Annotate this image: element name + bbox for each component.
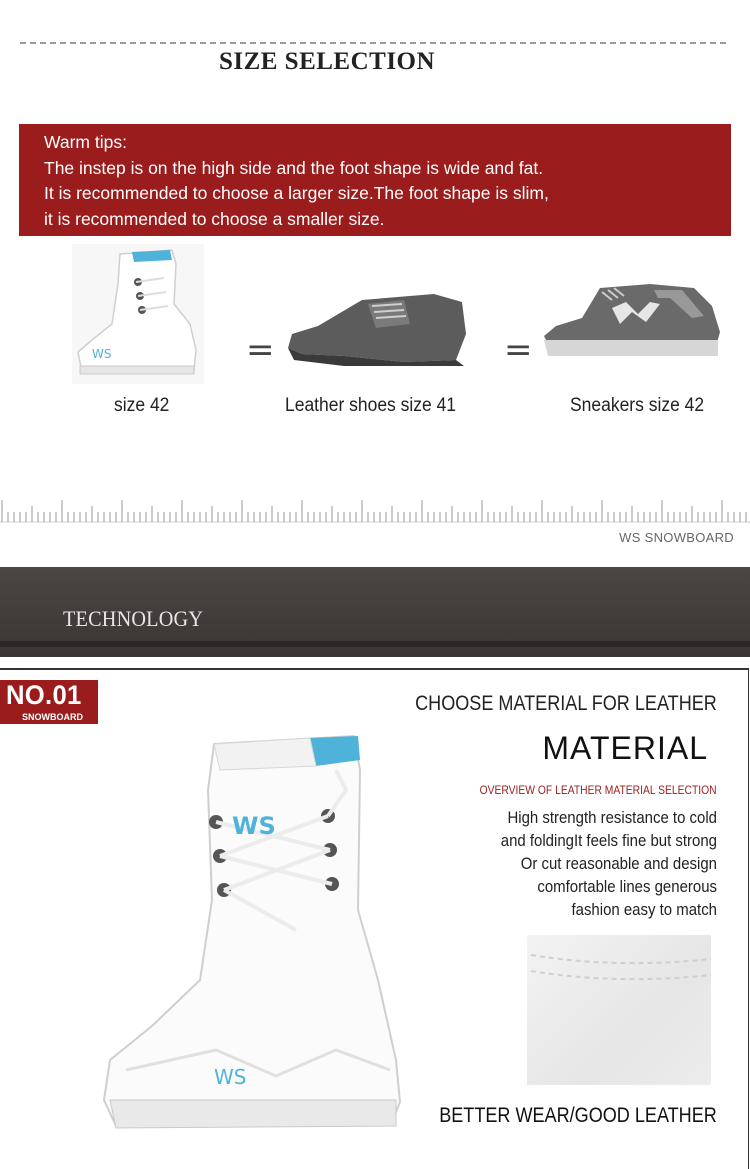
boot-logo-small: WS xyxy=(92,347,112,361)
description-line: and foldingIt feels fine but strong xyxy=(500,831,717,850)
equals-sign: = xyxy=(246,330,275,370)
badge-number: NO.01 xyxy=(6,680,82,710)
leather-texture-image xyxy=(527,935,711,1085)
tips-line: it is recommended to choose a smaller size. xyxy=(44,208,385,229)
tips-line: The instep is on the high side and the foot shape is wide and fat. xyxy=(44,157,544,178)
badge-subtitle: SNOWBOARD xyxy=(22,712,83,722)
snowboard-boot-image-small xyxy=(72,244,204,384)
caption-leather-size: Leather shoes size 41 xyxy=(285,395,457,416)
leather-shoe-image xyxy=(284,290,474,370)
material-subtitle: OVERVIEW OF LEATHER MATERIAL SELECTION xyxy=(479,783,717,797)
material-footer: BETTER WEAR/GOOD LEATHER xyxy=(439,1104,717,1127)
boot-logo-heel: WS xyxy=(214,1065,247,1089)
description-line: comfortable lines generous xyxy=(537,877,717,896)
section-title-size-selection: SIZE SELECTION xyxy=(218,48,436,75)
ruler-divider xyxy=(0,490,750,526)
caption-boot-size: size 42 xyxy=(114,395,170,416)
brand-text: WS SNOWBOARD xyxy=(619,530,734,545)
equals-sign: = xyxy=(504,330,533,370)
material-title: MATERIAL xyxy=(542,730,708,766)
description-line: High strength resistance to cold xyxy=(507,808,717,827)
section-title-technology: TECHNOLOGY xyxy=(63,606,204,631)
technology-underline xyxy=(0,641,750,647)
tips-line: Warm tips: xyxy=(44,132,127,152)
description-line: fashion easy to match xyxy=(571,900,717,919)
top-dashed-divider xyxy=(20,42,726,44)
boot-logo-large: WS xyxy=(232,812,276,840)
description-line: Or cut reasonable and design xyxy=(520,854,717,873)
material-description xyxy=(387,806,717,921)
material-heading: CHOOSE MATERIAL FOR LEATHER xyxy=(415,692,717,715)
tips-line: It is recommended to choose a larger size.The foot shape is slim, xyxy=(44,183,549,203)
warm-tips-box xyxy=(19,124,731,236)
snowboard-boot-image-large xyxy=(96,730,406,1150)
caption-sneakers-size: Sneakers size 42 xyxy=(570,395,705,416)
sneaker-image xyxy=(542,280,724,368)
